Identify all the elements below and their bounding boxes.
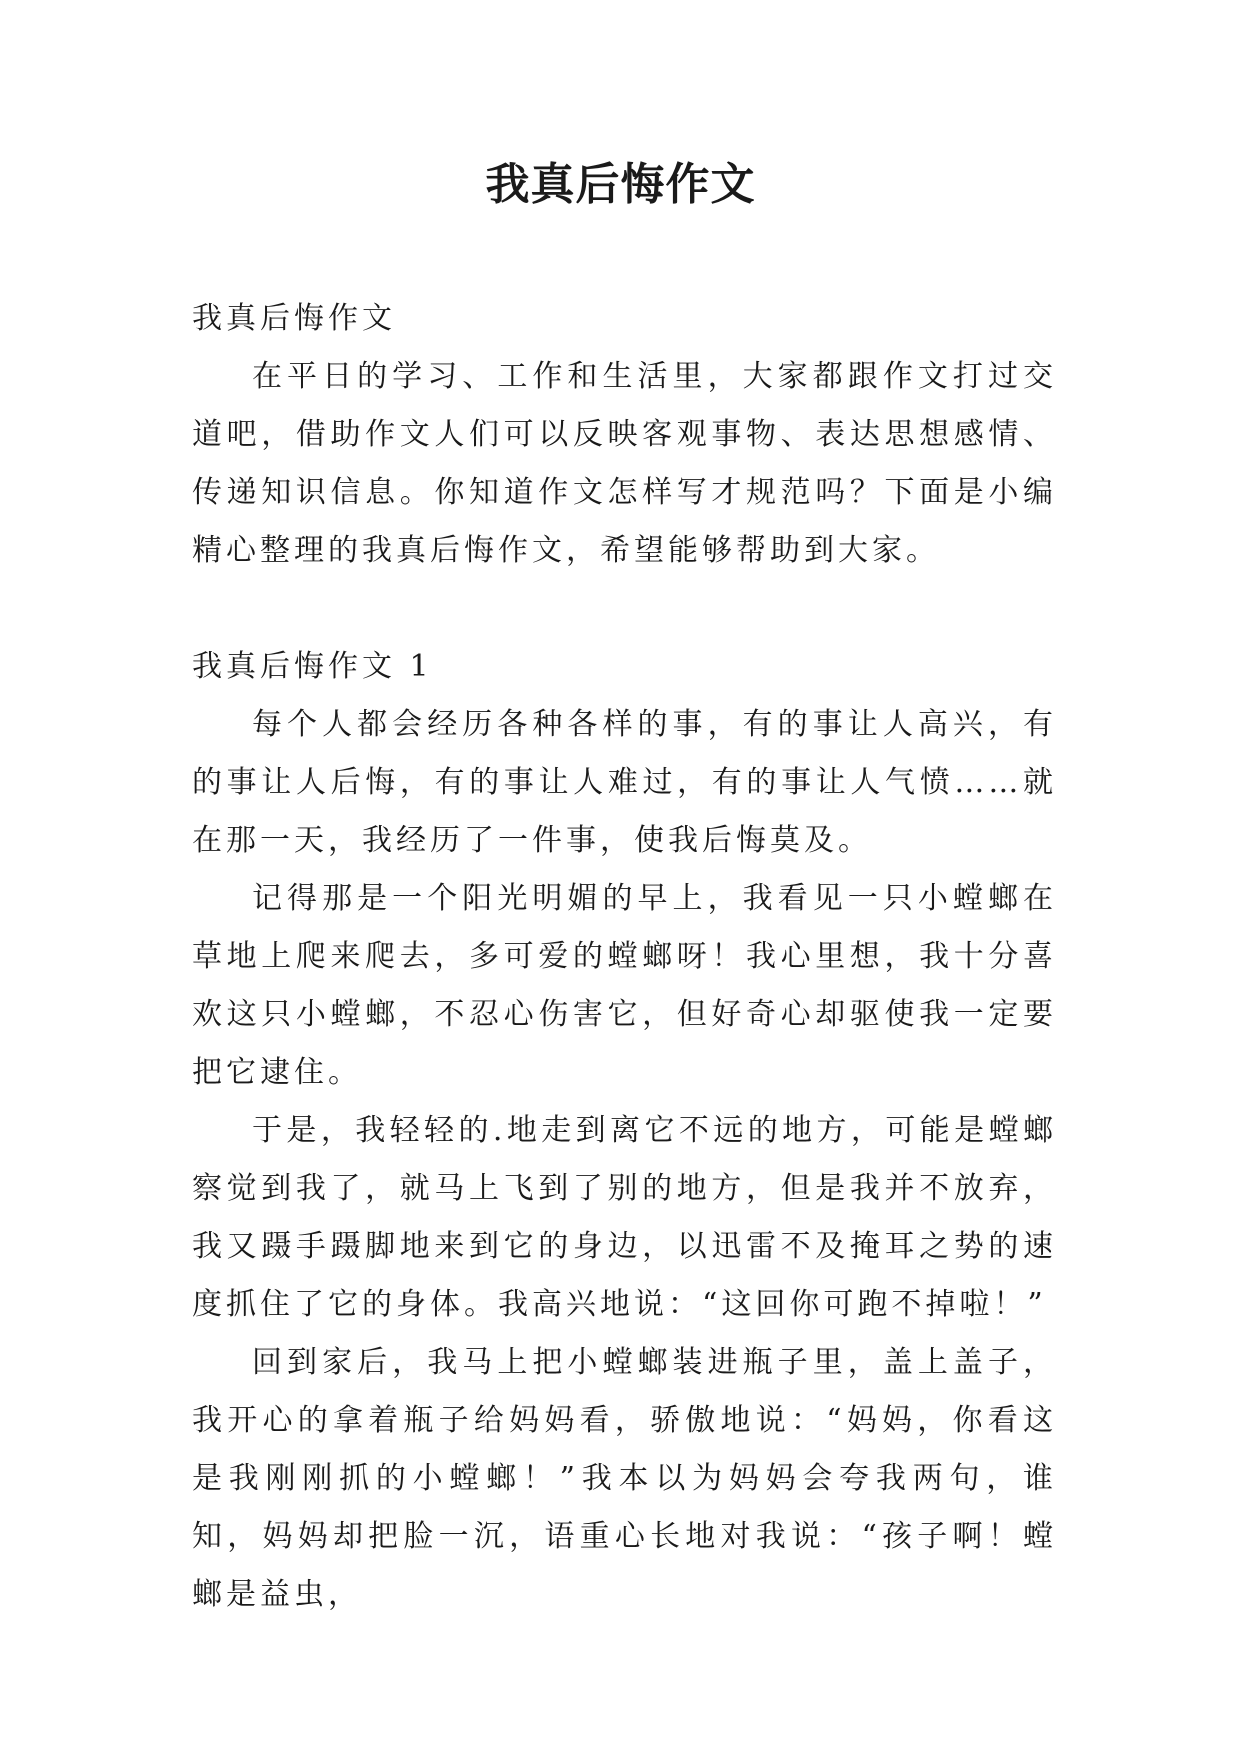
section-heading: 我真后悔作文 1 [192,649,433,684]
document-body [192,290,1057,1624]
intro-heading: 我真后悔作文 [192,301,396,336]
document-title: 我真后悔作文 [485,159,756,210]
body-paragraph: 于是，我轻轻的.地走到离它不远的地方，可能是螳螂察觉到我了，就马上飞到了别的地方，但是我并不放弃，我又蹑手蹑脚地来到它的身边，以迅雷不及掩耳之势的速度抓住了它的身体。我高兴地说：“这回你可跑不掉啦！” [192,1113,1057,1322]
body-paragraph: 回到家后，我马上把小螳螂装进瓶子里，盖上盖子，我开心的拿着瓶子给妈妈看，骄傲地说：“妈妈，你看这是我刚刚抓的小螳螂！”我本以为妈妈会夸我两句，谁知，妈妈却把脸一沉，语重心长地对我说：“孩子啊！螳螂是益虫， [192,1345,1057,1612]
section-spacer [192,580,1057,638]
intro-paragraph: 在平日的学习、工作和生活里，大家都跟作文打过交道吧，借助作文人们可以反映客观事物、表达思想感情、传递知识信息。你知道作文怎样写才规范吗？下面是小编精心整理的我真后悔作文，希望能够帮助到大家。 [192,359,1057,568]
body-paragraph: 记得那是一个阳光明媚的早上，我看见一只小螳螂在草地上爬来爬去，多可爱的螳螂呀！我心里想，我十分喜欢这只小螳螂，不忍心伤害它，但好奇心却驱使我一定要把它逮住。 [192,881,1057,1090]
body-paragraph: 每个人都会经历各种各样的事，有的事让人高兴，有的事让人后悔，有的事让人难过，有的事让人气愤……就在那一天，我经历了一件事，使我后悔莫及。 [192,707,1057,858]
